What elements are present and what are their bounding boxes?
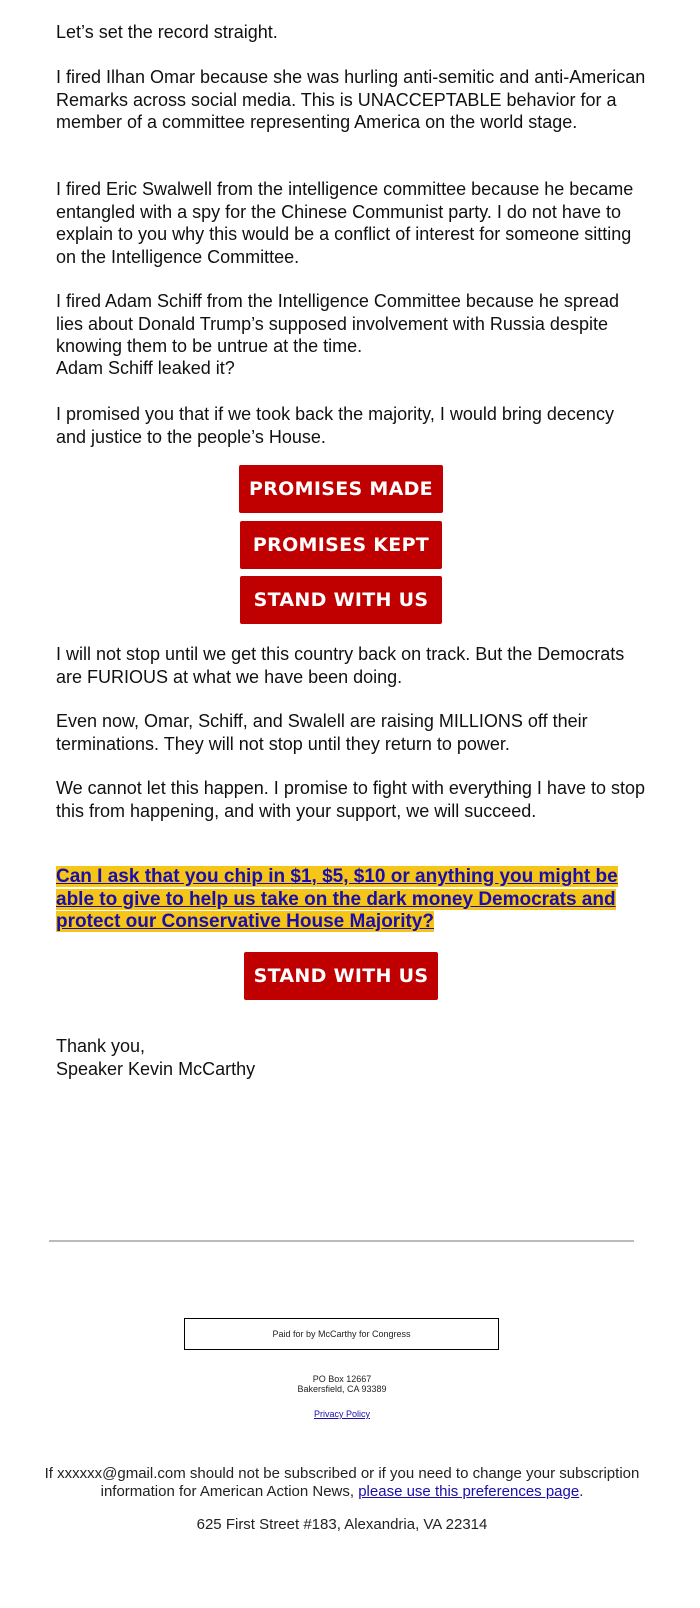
millions-paragraph: Even now, Omar, Schiff, and Swalell are raising MILLIONS off their terminations. They will not stop until they return to power. [56,711,588,754]
stand-with-us-button-bottom[interactable]: STAND WITH US [244,952,438,1000]
omar-paragraph: I fired Ilhan Omar because she was hurling anti-semitic and anti-American Remarks across social media. This is UNACCEPTABLE behavior for a member of a committee representing America on the world stage. [56,67,646,132]
privacy-policy [0,1409,684,1419]
po-box: PO Box 12667 [312,1374,372,1384]
fight-paragraph: We cannot let this happen. I promise to fight with everything I have to stop this from happening, and with your support, we will succeed. [56,778,645,821]
donation-ask-link[interactable]: Can I ask that you chip in $1, $5, $10 or anything you might be able to give to help us take on the dark money Democrats and protect our Conservative House Majority? [56,866,618,932]
intro-paragraph: Let’s set the record straight. [56,22,278,42]
privacy-policy-link[interactable]: Privacy Policy [313,1409,370,1419]
promises-made-button[interactable]: PROMISES MADE [239,465,443,513]
stand-with-us-button[interactable]: STAND WITH US [240,576,442,624]
preferences-link[interactable]: please use this preferences page [358,1483,580,1500]
subscription-note [20,1465,664,1501]
footer-divider [49,1240,634,1242]
promise-paragraph: I promised you that if we took back the majority, I would bring decency and justice to the people’s House. [56,404,614,447]
sign-off-name: Speaker Kevin McCarthy [56,1059,256,1079]
schiff-leak-line: Adam Schiff leaked it? [56,358,235,378]
donation-ask [56,866,646,934]
track-paragraph: I will not stop until we get this country back on track. But the Democrats are FURIOUS at what we have been doing. [56,644,625,687]
mailing-address: 625 First Street #183, Alexandria, VA 22314 [196,1516,488,1533]
subscription-note-end: . [579,1483,584,1500]
schiff-paragraph: I fired Adam Schiff from the Intelligence Committee because he spread lies about Donald Trump’s supposed involvement with Russia despite knowing them to be untrue at the time. [56,291,619,356]
subscription-note-text: If xxxxxx@gmail.com should not be subscribed or if you need to change your subscription information for American Action News, [44,1465,640,1500]
promises-kept-button[interactable]: PROMISES KEPT [240,521,442,569]
sign-off-thanks: Thank you, [56,1036,146,1056]
swalwell-paragraph: I fired Eric Swalwell from the intelligence committee because he became entangled with a spy for the Chinese Communist party. I do not have to explain to you why this would be a conflict of interest for someone sitting on the Intelligence Committee. [56,179,634,267]
paid-for-disclaimer: Paid for by McCarthy for Congress [184,1318,499,1350]
po-city: Bakersfield, CA 93389 [297,1384,387,1394]
